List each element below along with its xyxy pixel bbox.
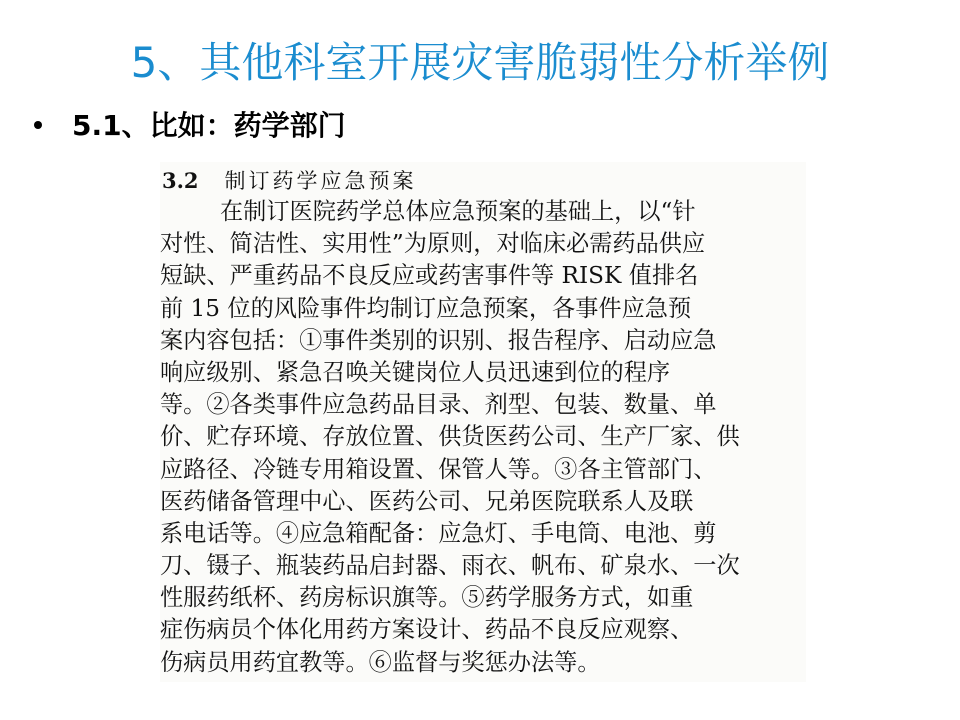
body-line: 价、贮存环境、存放位置、供货医药公司、生产厂家、供 [160,423,740,451]
section-body [160,196,806,679]
body-line: 前 15 位的风险事件均制订应急预案，各事件应急预 [160,294,692,322]
bullet-item [34,104,346,144]
body-line: 性服药纸杯、药房标识旗等。⑤药学服务方式，如重 [160,584,694,612]
body-line: 症伤病员个体化用药方案设计、药品不良反应观察、 [160,616,694,644]
body-line: 对性、简洁性、实用性”为原则，对临床必需药品供应 [160,230,706,258]
body-line: 等。②各类事件应急药品目录、剂型、包装、数量、单 [160,391,717,419]
body-line: 伤病员用药宜教等。⑥监督与奖惩办法等。 [160,648,601,676]
body-line: 医药储备管理中心、医药公司、兄弟医院联系人及联 [160,487,694,515]
body-line: 系电话等。④应急箱配备：应急灯、手电筒、电池、剪 [160,519,717,547]
body-line: 响应级别、紧急召唤关键岗位人员迅速到位的程序 [160,358,671,386]
section-heading [162,164,417,196]
section-title: 制订药学应急预案 [224,169,417,193]
slide-title: 5、其他科室开展灾害脆弱性分析举例 [130,38,830,87]
bullet-text: 5.1、比如：药学部门 [72,109,346,142]
body-line: 刀、镊子、瓶装药品启封器、雨衣、帆布、矿泉水、一次 [160,552,740,580]
body-line: 应路径、冷链专用箱设置、保管人等。③各主管部门、 [160,455,717,483]
body-line: 在制订医院药学总体应急预案的基础上，以“针 [220,198,696,225]
bullet-dot-icon [34,121,42,129]
section-number: 3.2 [162,167,199,193]
body-line: 案内容包括：①事件类别的识别、报告程序、启动应急 [160,326,717,354]
scanned-document-excerpt [160,162,806,682]
body-line: 短缺、严重药品不良反应或药害事件等 RISK 值排名 [160,262,699,290]
